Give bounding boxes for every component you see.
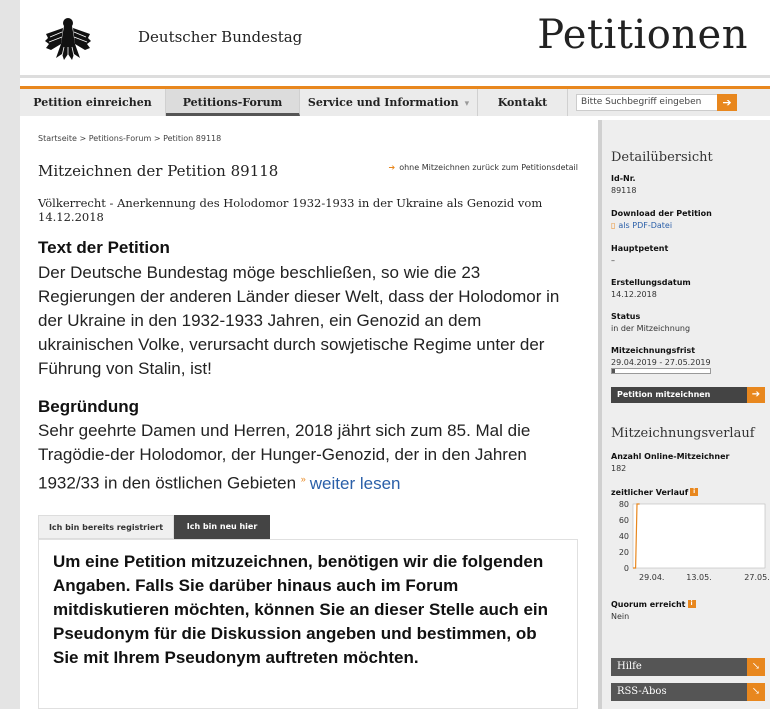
pdf-file-icon: ▯ [611, 221, 616, 230]
deadline-progress-bar [611, 368, 711, 374]
status-value: in der Mitzeichnung [611, 324, 691, 333]
arrow-right-icon: » [300, 474, 306, 484]
nav-kontakt[interactable] [478, 89, 568, 116]
timeline-label-text: zeitlicher Verlauf [611, 488, 689, 497]
read-more-label: weiter lesen [309, 473, 401, 493]
nav-label: Petition einreichen [33, 96, 152, 109]
online-signers-value: 182 [611, 464, 627, 473]
page-title: Mitzeichnen der Petition 89118 [38, 162, 279, 180]
info-icon[interactable]: i [688, 600, 696, 608]
sidebar [598, 120, 770, 709]
chevron-down-icon: ▾ [464, 99, 470, 109]
id-value: 89118 [611, 186, 637, 195]
petition-text-heading: Text der Petition [38, 238, 170, 257]
breadcrumb-current: Petition 89118 [163, 134, 222, 143]
status-label: Status [611, 312, 641, 321]
breadcrumb-home[interactable]: Startseite [38, 134, 77, 143]
x-tick-label: 27.05. [744, 573, 770, 582]
chart-plot-area [633, 504, 765, 568]
y-tick-label: 20 [618, 548, 629, 557]
tab-registered[interactable]: Ich bin bereits registriert [38, 515, 174, 539]
nav-petitions-forum[interactable] [166, 89, 300, 116]
site-title: Petitionen [537, 12, 748, 58]
petent-value: – [611, 256, 615, 265]
deadline-value: 29.04.2019 - 27.05.2019 [611, 358, 711, 367]
id-label: Id-Nr. [611, 174, 636, 183]
sign-button-label: Petition mitzeichnen [617, 390, 711, 399]
institution-name[interactable]: Deutscher Bundestag [138, 28, 303, 46]
back-link-label: ohne Mitzeichnen zurück zum Petitionsdetail [399, 163, 578, 172]
sign-petition-button[interactable] [611, 387, 765, 403]
deadline-progress-fill [612, 369, 615, 373]
signature-trend-chart [611, 498, 770, 588]
arrow-right-icon: ➔ [388, 163, 396, 172]
y-tick-label: 40 [618, 532, 629, 541]
y-tick-label: 0 [623, 564, 629, 573]
page-frame [20, 0, 770, 709]
deadline-label: Mitzeichnungsfrist [611, 346, 696, 355]
main-nav [20, 86, 770, 116]
tab-new-user[interactable]: Ich bin neu hier [174, 515, 270, 539]
breadcrumb-separator: > [153, 134, 161, 143]
pdf-link-label: als PDF-Datei [618, 221, 673, 230]
federal-eagle-icon[interactable] [42, 14, 94, 66]
x-tick-label: 13.05. [686, 573, 712, 582]
info-icon[interactable]: i [690, 488, 698, 496]
date-label: Erstellungsdatum [611, 278, 691, 287]
nav-label: Service und Information [307, 96, 459, 109]
signing-info-text: Um eine Petition mitzuzeichnen, benötigen wir die folgenden Angaben. Falls Sie darüber hinaus auch im Forum mitdiskutieren möchten, können Sie an dieser Stelle auch ein Pseudonym für die Diskussion angeben und bestimmen, ob Sie mit Ihrem Pseudonym auftreten möchten. [53, 552, 549, 667]
search-input[interactable]: Bitte Suchbegriff eingeben [576, 94, 736, 111]
arrow-right-icon: ➔ [747, 387, 765, 403]
signing-info-box [38, 539, 578, 709]
x-tick-label: 29.04. [639, 573, 665, 582]
nav-service-information[interactable] [300, 89, 478, 116]
quorum-value: Nein [611, 612, 630, 621]
search-submit-button[interactable]: ➔ [717, 94, 737, 111]
help-widget[interactable] [611, 658, 765, 676]
quorum-label-text: Quorum erreicht [611, 600, 686, 609]
rss-widget[interactable] [611, 683, 765, 701]
trend-heading: Mitzeichnungsverlauf [611, 426, 755, 441]
online-signers-label: Anzahl Online-Mitzeichner [611, 452, 730, 461]
back-to-detail-link[interactable] [389, 163, 579, 172]
nav-label: Kontakt [497, 96, 548, 109]
reason-heading: Begründung [38, 397, 140, 416]
y-tick-label: 60 [618, 516, 629, 525]
breadcrumb-forum[interactable]: Petitions-Forum [88, 134, 152, 143]
help-label: Hilfe [617, 661, 642, 672]
detail-heading: Detailübersicht [611, 150, 713, 165]
petent-label: Hauptpetent [611, 244, 669, 253]
y-tick-label: 80 [618, 500, 629, 509]
pdf-download-link[interactable] [611, 221, 672, 230]
arrow-down-right-icon: ↘ [747, 658, 765, 676]
rss-label: RSS-Abos [617, 686, 667, 697]
nav-petition-einreichen[interactable] [20, 89, 166, 116]
arrow-down-right-icon: ↘ [747, 683, 765, 701]
site-header [20, 0, 770, 78]
petition-subtitle: Völkerrecht - Anerkennung des Holodomor 1932-1933 in der Ukraine als Genozid vom 14.12.2018 [38, 196, 543, 224]
date-value: 14.12.2018 [611, 290, 657, 299]
download-label: Download der Petition [611, 209, 712, 218]
breadcrumb [38, 134, 221, 143]
petition-text-body: Der Deutsche Bundestag möge beschließen, so wie die 23 Regierungen der anderen Länder dieser Welt, dass der Holodomor in der Ukraine in den 1932-1933 Jahren, ein Genozid an dem ukrainischen Volke, verursacht durch sowjetische Regime unter der Führung von Stalin, ist! [38, 263, 560, 378]
breadcrumb-separator: > [79, 134, 87, 143]
nav-label: Petitions-Forum [182, 96, 283, 109]
quorum-label [611, 600, 696, 609]
reason-text: Sehr geehrte Damen und Herren, 2018 jährt sich zum 85. Mal die Tragödie-der Holodomor, der Hunger-Genozid, der in den Jahren 1932/33 in den östlichen Gebieten [38, 421, 531, 493]
timeline-label [611, 488, 698, 497]
read-more-link[interactable] [301, 474, 401, 493]
main-content [20, 120, 588, 709]
reason-body [38, 419, 578, 496]
